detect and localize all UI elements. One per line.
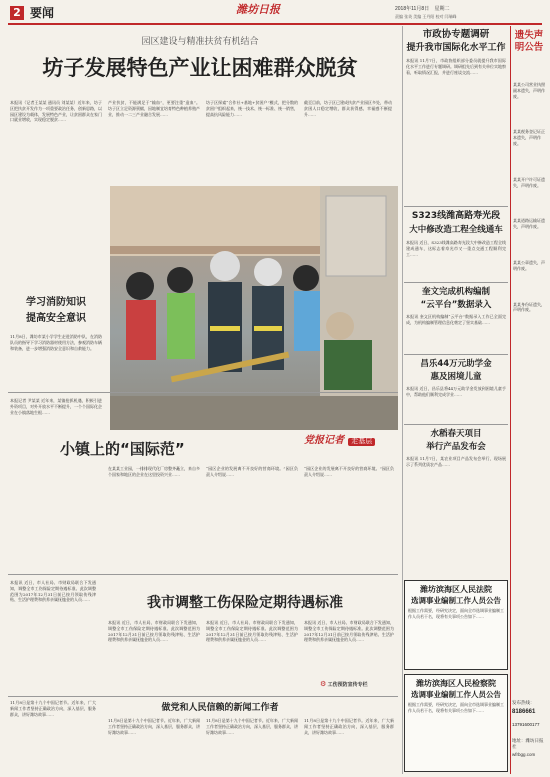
- classified-item: 某某开户许可证遗失，声明作废。: [513, 176, 545, 188]
- lead-body-col3: 坊子区探索“合作社+基地+贫困户”模式，把分散的贫困户组织起来，统一技术、统一标准、统一销售，提高抗风险能力……: [206, 100, 298, 117]
- classified-item: 某某税务登记证正本遗失，声明作废。: [513, 129, 545, 146]
- right-col-divider: [402, 26, 403, 774]
- rs-body: 本报讯 奎文区机构编制“云平台”数据录入工作已全面完成，为机构编制管理信息化奠定了坚实基础……: [406, 314, 506, 325]
- classified-title: 遗失声明公告: [514, 30, 544, 53]
- rt-headline: 市政协专题调研: [422, 29, 490, 40]
- rm-body: 本报讯 近日，S323线潍高路寿光段大中修改造工程全线建成通车，这标志着寿光市又一重点交通工程顺利完工……: [406, 240, 506, 257]
- classified-item: 某某公司营业执照副本遗失，声明作废。: [513, 82, 545, 99]
- sub-body-col1: 11月8日是第十九个中国记者节。近年来，广大新闻工作者坚持正确政治方向，深入基层，服务群众，讲好潍坊故事……: [10, 700, 96, 717]
- rt-divider-2: [404, 282, 508, 283]
- sub-body-col4: 11月8日是第十九个中国记者节。近年来，广大新闻工作者坚持正确政治方向，深入基层，服务群众，讲好潍坊故事……: [304, 718, 394, 735]
- rs3-headline-2: 举行产品发布会: [426, 442, 486, 452]
- court-notice-body: 根据工作需要，经研究决定，面向全市选调事业编制工作人员若干名，现将有关事项公告如下……: [408, 608, 504, 619]
- lead-kicker: 园区建设与精准扶贫有机结合: [141, 37, 259, 47]
- editor-credits: 责编 张英 美编 王丹阳 校对 闫瑞峰: [395, 14, 457, 19]
- weekday-text: 星期二: [434, 6, 450, 12]
- feature-tag-stamp: 走基层: [348, 438, 375, 446]
- sub-headline: 做党和人民信赖的新闻工作者: [161, 703, 279, 713]
- bottom-logo: [320, 682, 394, 692]
- lead-body-col1: 本报讯（记者王某某 通讯员 刘某某）近年来，坊子区把扶贫开发作为一项重要政治任务，创新思路，以园区建设为载体，发展特色产业，让贫困群众在家门口就业增收，实现稳定脱贫……: [10, 100, 102, 123]
- classified-item: 某某身份证遗失，声明作废。: [513, 301, 545, 313]
- page-number: 2: [13, 6, 21, 19]
- classified-list: [513, 82, 546, 602]
- issue-date: [395, 7, 450, 13]
- rs-headline-2: “云平台”数据录入: [420, 300, 492, 310]
- sub-body-col3: 11月8日是第十九个中国记者节。近年来，广大新闻工作者坚持正确政治方向，深入基层，服务群众，讲好潍坊故事……: [206, 718, 298, 735]
- photo-title-2: 提高安全意识: [26, 313, 86, 324]
- proc-notice-body: 根据工作需要，经研究决定，面向全市选调事业编制工作人员若干名，现将有关事项公告如下……: [408, 702, 504, 713]
- bottom-body-col1: 本报讯 近日，市人社局、市财政局联合下发通知，调整全市工伤保险定期待遇标准。此次调整范围为2017年12月31日前已按月领取伤残津贴、生活护理费和供养亲属抚恤金的人员……: [10, 580, 96, 603]
- classified-item: 某某道路运输证遗失，声明作废。: [513, 218, 545, 230]
- rs3-body: 本报讯 11月7日，某农业项目产品发布会举行，现场展示了系列优质农产品……: [406, 456, 506, 467]
- feature-body-col1: 本报记者 尹某某 近年来，某镇抢抓机遇，积极引进外资项目，对外开放水平不断提升，一个个国际化企业在小镇落地生根……: [10, 398, 102, 415]
- rs3-headline: 水稻春天项目: [430, 429, 482, 439]
- rs2-body: 本报讯 近日，昌乐县将44万元助学金发放到困境儿童手中，帮助他们顺利完成学业……: [406, 386, 506, 397]
- photo-title: 学习消防知识: [26, 297, 86, 308]
- lead-body-col4: 截至目前，坊子区已建成扶贫产业园区多处，带动贫困人口稳定增收，群众获得感、幸福感不断提升……: [304, 100, 392, 117]
- rs2-headline: 昌乐44万元助学金: [420, 359, 492, 369]
- lead-headline: 坊子发展特色产业让困难群众脱贫: [42, 56, 358, 80]
- rt-divider-1: [404, 206, 508, 207]
- address: 地址：潍坊日报社: [512, 738, 544, 749]
- section-name: 要闻: [30, 6, 55, 20]
- website: wfrbgg.com: [512, 752, 536, 757]
- classified-divider: [510, 26, 511, 774]
- rt-body: 本报讯 11月7日，市政协组织部分委员就提升我市国际化水平工作进行专题调研。调研组先后到有关单位实地察看，听取情况汇报，并进行座谈交流……: [406, 58, 506, 75]
- page-number-badge: [10, 6, 24, 20]
- divider-bottom: [8, 696, 398, 697]
- date-text: 2018年11月8日: [395, 6, 430, 12]
- classified-item: 某某公章遗失，声明作废。: [513, 259, 545, 271]
- proc-notice-title-2: 选调事业编制工作人员公告: [411, 690, 501, 699]
- lead-body-col2: 产业扶贫，不能满足于“输血”，更要注重“造血”。坊子区立足资源禀赋，因地制宜培育特色种植养殖产业，推动一二三产业融合发展……: [108, 100, 200, 117]
- feature-body-col3: “园区企业的发展离不开良好的营商环境。”园区负责人介绍说……: [206, 466, 298, 477]
- court-notice: [404, 580, 508, 670]
- bottom-logo-text: 工伤预防宣传专栏: [327, 682, 368, 688]
- paper-name: 潍坊日报: [236, 3, 280, 16]
- fire-safety-photo: [110, 186, 398, 430]
- rt-divider-3: [404, 354, 508, 355]
- rm-headline: S323线潍高路寿光段: [411, 211, 501, 221]
- bottom-headline: 我市调整工伤保险定期待遇标准: [147, 595, 343, 611]
- divider-left: [8, 392, 398, 393]
- proc-notice-title: 潍坊滨海区人民检察院: [416, 679, 496, 688]
- court-notice-title-2: 选调事业编制工作人员公告: [411, 596, 501, 605]
- feature-tag: [304, 435, 394, 462]
- bottom-body-col3: 本报讯 近日，市人社局、市财政局联合下发通知，调整全市工伤保险定期待遇标准。此次调整范围为2017年12月31日前已按月领取伤残津贴、生活护理费和供养亲属抚恤金的人员……: [206, 620, 298, 643]
- feature-tag-text: 党报记者: [304, 435, 344, 446]
- gear-icon: ⚙: [320, 680, 327, 688]
- divider-mid: [8, 574, 398, 575]
- rm-headline-2: 大中修改造工程全线通车: [409, 225, 503, 235]
- feature-headline: 小镇上的“国际范”: [60, 440, 185, 458]
- masthead-rule: [8, 23, 542, 25]
- rs2-headline-2: 惠及困境儿童: [430, 372, 482, 382]
- photo-caption: 11月8日，潍坊市某小学学生走进消防中队，在消防队员的指导下学习消防器材使用方法，参观消防车辆和装备，进一步增强消防安全意识和自救能力。: [10, 334, 102, 351]
- bottom-body-col4: 本报讯 近日，市人社局、市财政局联合下发通知，调整全市工伤保险定期待遇标准。此次调整范围为2017年12月31日前已按月领取伤残津贴、生活护理费和供养亲属抚恤金的人员……: [304, 620, 394, 643]
- contact-label: 发布热线：: [512, 700, 535, 705]
- rt-headline-2: 提升我市国际化水平工作: [406, 43, 506, 53]
- photo-illustration: [110, 186, 398, 430]
- feature-body-col2: 在某某工业园，一排排现代化厂房整齐矗立，来自多个国家和地区的企业在这里投资兴业……: [108, 466, 200, 477]
- rt-divider-4: [404, 424, 508, 425]
- sub-body-col2: 11月8日是第十九个中国记者节。近年来，广大新闻工作者坚持正确政治方向，深入基层，服务群众，讲好潍坊故事……: [108, 718, 200, 735]
- procuratorate-notice: [404, 674, 508, 772]
- rs-headline: 奎文完成机构编制: [421, 287, 490, 297]
- bottom-body-col2: 本报讯 近日，市人社局、市财政局联合下发通知，调整全市工伤保险定期待遇标准。此次调整范围为2017年12月31日前已按月领取伤残津贴、生活护理费和供养亲属抚恤金的人员……: [108, 620, 200, 643]
- phone-1: 8186661: [512, 709, 536, 715]
- phone-2: 13791600177: [512, 722, 540, 727]
- court-notice-title: 潍坊滨海区人民法院: [420, 585, 492, 594]
- feature-body-col4: “园区企业的发展离不开良好的营商环境。”园区负责人介绍说……: [304, 466, 394, 477]
